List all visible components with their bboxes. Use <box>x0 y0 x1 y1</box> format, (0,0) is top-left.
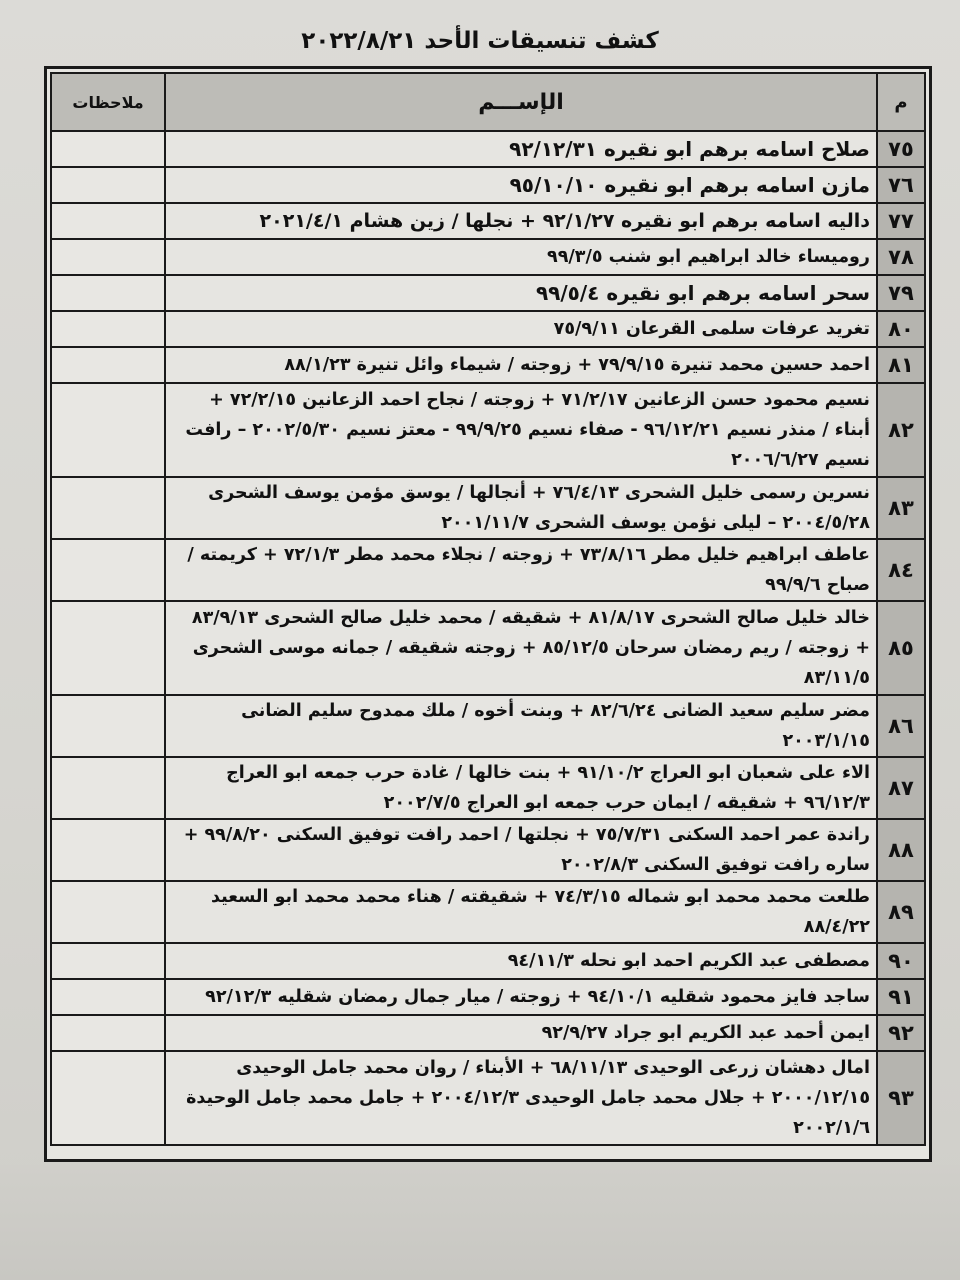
row-number: ٧٩ <box>877 275 925 311</box>
table-header-row <box>51 73 925 131</box>
row-name: خالد خليل صالح الشحرى ٨١/٨/١٧ + شقيقه / محمد خليل صالح الشحرى ٨٣/٩/١٣ + زوجته / ريم رمضان سرحان ٨٥/١٢/٥ + زوجته شقيقه / جمانه موسى الشحرى ٨٣/١١/٥ <box>165 601 877 695</box>
row-name: مضر سليم سعيد الضانى ٨٢/٦/٢٤ + وبنت أخوه / ملك ممدوح سليم الضانى ٢٠٠٣/١/١٥ <box>165 695 877 757</box>
table-row <box>51 347 925 383</box>
row-notes <box>51 275 165 311</box>
row-notes <box>51 943 165 979</box>
row-notes <box>51 203 165 239</box>
row-number: ٨٣ <box>877 477 925 539</box>
table-row <box>51 239 925 275</box>
row-number: ٩٢ <box>877 1015 925 1051</box>
row-notes <box>51 477 165 539</box>
row-name: احمد حسين محمد تنيرة ٧٩/٩/١٥ + زوجته / شيماء وائل تنيرة ٨٨/١/٢٣ <box>165 347 877 383</box>
column-header-name: الإســـم <box>165 73 877 131</box>
page-bottom-margin <box>0 1165 960 1280</box>
row-number: ٨٧ <box>877 757 925 819</box>
row-number: ٩٣ <box>877 1051 925 1145</box>
row-number: ٩٠ <box>877 943 925 979</box>
row-notes <box>51 1051 165 1145</box>
row-name: تغريد عرفات سلمى القرعان ٧٥/٩/١١ <box>165 311 877 347</box>
row-notes <box>51 881 165 943</box>
table-row <box>51 881 925 943</box>
row-name: مصطفى عبد الكريم احمد ابو نحله ٩٤/١١/٣ <box>165 943 877 979</box>
column-header-num: م <box>877 73 925 131</box>
row-number: ٧٧ <box>877 203 925 239</box>
row-number: ٧٦ <box>877 167 925 203</box>
row-name: ساجد فايز محمود شقليه ٩٤/١٠/١ + زوجته / ميار جمال رمضان شقليه ٩٢/١٢/٣ <box>165 979 877 1015</box>
records-table <box>50 72 926 1146</box>
row-notes <box>51 311 165 347</box>
table-row <box>51 601 925 695</box>
row-number: ٨٥ <box>877 601 925 695</box>
page-title: كشف تنسيقات الأحد ٢٠٢٢/٨/٢١ <box>301 28 659 54</box>
table-row <box>51 539 925 601</box>
row-notes <box>51 695 165 757</box>
table-row <box>51 979 925 1015</box>
table-row <box>51 383 925 477</box>
table-row <box>51 1051 925 1145</box>
records-sheet <box>44 66 932 1162</box>
row-notes <box>51 347 165 383</box>
row-notes <box>51 819 165 881</box>
table-row <box>51 131 925 167</box>
row-name: نسرين رسمى خليل الشحرى ٧٦/٤/١٣ + أنجالها / يوسق مؤمن يوسف الشحرى ٢٠٠٤/٥/٢٨ – ليلى نؤمن يوسف الشحرى ٢٠٠١/١١/٧ <box>165 477 877 539</box>
table-row <box>51 695 925 757</box>
row-name: روميساء خالد ابراهيم ابو شنب ٩٩/٣/٥ <box>165 239 877 275</box>
table-row <box>51 477 925 539</box>
table-row <box>51 311 925 347</box>
table-row <box>51 943 925 979</box>
row-number: ٨٢ <box>877 383 925 477</box>
row-name: مازن اسامه برهم ابو نقيره ٩٥/١٠/١٠ <box>165 167 877 203</box>
row-name: نسيم محمود حسن الزعانين ٧١/٢/١٧ + زوجته / نجاح احمد الزعانين ٧٢/٢/١٥ + أبناء / منذر نسيم ٩٦/١٢/٢١ - صفاء نسيم ٩٩/٩/٢٥ - معتز نسيم ٢٠٠٢/٥/٣٠ – رافت نسيم ٢٠٠٦/٦/٢٧ <box>165 383 877 477</box>
row-notes <box>51 383 165 477</box>
table-row <box>51 757 925 819</box>
row-notes <box>51 1015 165 1051</box>
row-notes <box>51 167 165 203</box>
row-notes <box>51 539 165 601</box>
row-number: ٨٤ <box>877 539 925 601</box>
row-notes <box>51 601 165 695</box>
table-row <box>51 1015 925 1051</box>
row-notes <box>51 131 165 167</box>
row-number: ٨٨ <box>877 819 925 881</box>
row-notes <box>51 239 165 275</box>
row-notes <box>51 757 165 819</box>
row-number: ٧٥ <box>877 131 925 167</box>
table-row <box>51 203 925 239</box>
row-name: الاء على شعبان ابو العراج ٩١/١٠/٢ + بنت خالها / غادة حرب جمعه ابو العراج ٩٦/١٢/٣ + شقيقه / ايمان حرب جمعه ابو العراج ٢٠٠٢/٧/٥ <box>165 757 877 819</box>
row-number: ٩١ <box>877 979 925 1015</box>
row-name: طلعت محمد محمد ابو شماله ٧٤/٣/١٥ + شقيقته / هناء محمد محمد ابو السعيد ٨٨/٤/٢٢ <box>165 881 877 943</box>
row-name: داليه اسامه برهم ابو نقيره ٩٢/١/٢٧ + نجلها / زين هشام ٢٠٢١/٤/١ <box>165 203 877 239</box>
table-row <box>51 167 925 203</box>
row-number: ٨٠ <box>877 311 925 347</box>
row-name: صلاح اسامه برهم ابو نقيره ٩٢/١٢/٣١ <box>165 131 877 167</box>
row-number: ٨٦ <box>877 695 925 757</box>
table-row <box>51 275 925 311</box>
row-name: سحر اسامه برهم ابو نقيره ٩٩/٥/٤ <box>165 275 877 311</box>
row-name: راندة عمر احمد السكنى ٧٥/٧/٣١ + نجلتها / احمد رافت توفيق السكنى ٩٩/٨/٢٠ + ساره رافت توفيق السكنى ٢٠٠٢/٨/٣ <box>165 819 877 881</box>
row-number: ٧٨ <box>877 239 925 275</box>
row-name: ايمن أحمد عبد الكريم ابو جراد ٩٢/٩/٢٧ <box>165 1015 877 1051</box>
row-number: ٨٩ <box>877 881 925 943</box>
table-row <box>51 819 925 881</box>
column-header-notes: ملاحظات <box>51 73 165 131</box>
row-number: ٨١ <box>877 347 925 383</box>
row-name: امال دهشان زرعى الوحيدى ٦٨/١١/١٣ + الأبناء / روان محمد جامل الوحيدى ٢٠٠٠/١٢/١٥ + جلال محمد جامل الوحيدى ٢٠٠٤/١٢/٣ + جامل محمد جامل الوحيدة ٢٠٠٢/١/٦ <box>165 1051 877 1145</box>
row-notes <box>51 979 165 1015</box>
row-name: عاطف ابراهيم خليل مطر ٧٣/٨/١٦ + زوجته / نجلاء محمد مطر ٧٢/١/٣ + كريمته / صباح ٩٩/٩/٦ <box>165 539 877 601</box>
